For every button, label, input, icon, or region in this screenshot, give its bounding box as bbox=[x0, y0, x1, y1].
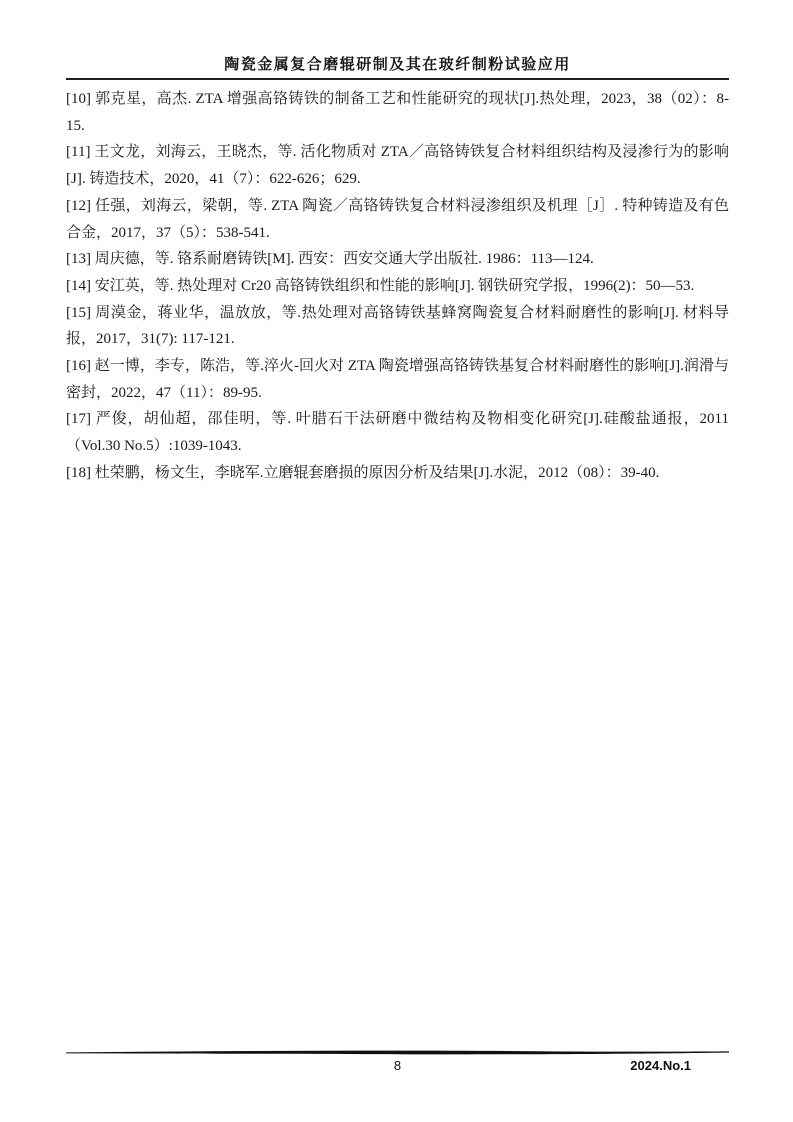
reference-entry: [10] 郭克星，高杰. ZTA 增强高铬铸铁的制备工艺和性能研究的现状[J].热处理，2023，38（02）：8-15. bbox=[66, 91, 729, 134]
reference-entry: [16] 赵一博，李专，陈浩，等.淬火-回火对 ZTA 陶瓷增强高铬铸铁基复合材料耐磨性的影响[J].润滑与密封，2022，47（11）：89-95. bbox=[66, 358, 729, 401]
reference-entry: [11] 王文龙，刘海云，王晓杰，等. 活化物质对 ZTA／高铬铸铁复合材料组织结构及浸渗行为的影响 [J]. 铸造技术，2020，41（7）：622-626；629. bbox=[66, 144, 729, 188]
reference-list bbox=[66, 86, 729, 487]
reference-entry: [14] 安江英，等. 热处理对 Cr20 高铬铸铁组织和性能的影响[J]. 钢铁研究学报，1996(2)：50—53. bbox=[66, 277, 695, 294]
reference-entry: [12] 任强，刘海云，梁朝，等. ZTA 陶瓷／高铬铸铁复合材料浸渗组织及机理［J］. 特种铸造及有色合金，2017，37（5）：538-541. bbox=[66, 197, 729, 241]
reference-entry: [18] 杜荣鹏，杨文生，李晓军.立磨辊套磨损的原因分析及结果[J].水泥，2012（08）：39-40. bbox=[66, 464, 660, 481]
page-footer bbox=[66, 1049, 729, 1089]
reference-entry: [13] 周庆德，等. 铬系耐磨铸铁[M]. 西安：西安交通大学出版社. 1986：113—124. bbox=[66, 251, 594, 268]
issue-label: 2024.No.1 bbox=[630, 1058, 691, 1073]
footer-row bbox=[66, 1057, 729, 1077]
page-number: 8 bbox=[393, 1058, 402, 1073]
reference-entry: [15] 周漠金，蒋业华，温放放，等.热处理对高铬铸铁基蜂窝陶瓷复合材料耐磨性的影响[J]. 材料导报，2017，31(7): 117-121. bbox=[66, 304, 729, 348]
footer-rule bbox=[66, 1049, 729, 1056]
page-header bbox=[66, 53, 729, 80]
reference-entry: [17] 严俊，胡仙超，邵佳明，等. 叶腊石干法研磨中微结构及物相变化研究[J].硅酸盐通报，2011（Vol.30 No.5）:1039-1043. bbox=[66, 411, 729, 455]
running-title: 陶瓷金属复合磨辊研制及其在玻纤制粉试验应用 bbox=[224, 57, 571, 73]
